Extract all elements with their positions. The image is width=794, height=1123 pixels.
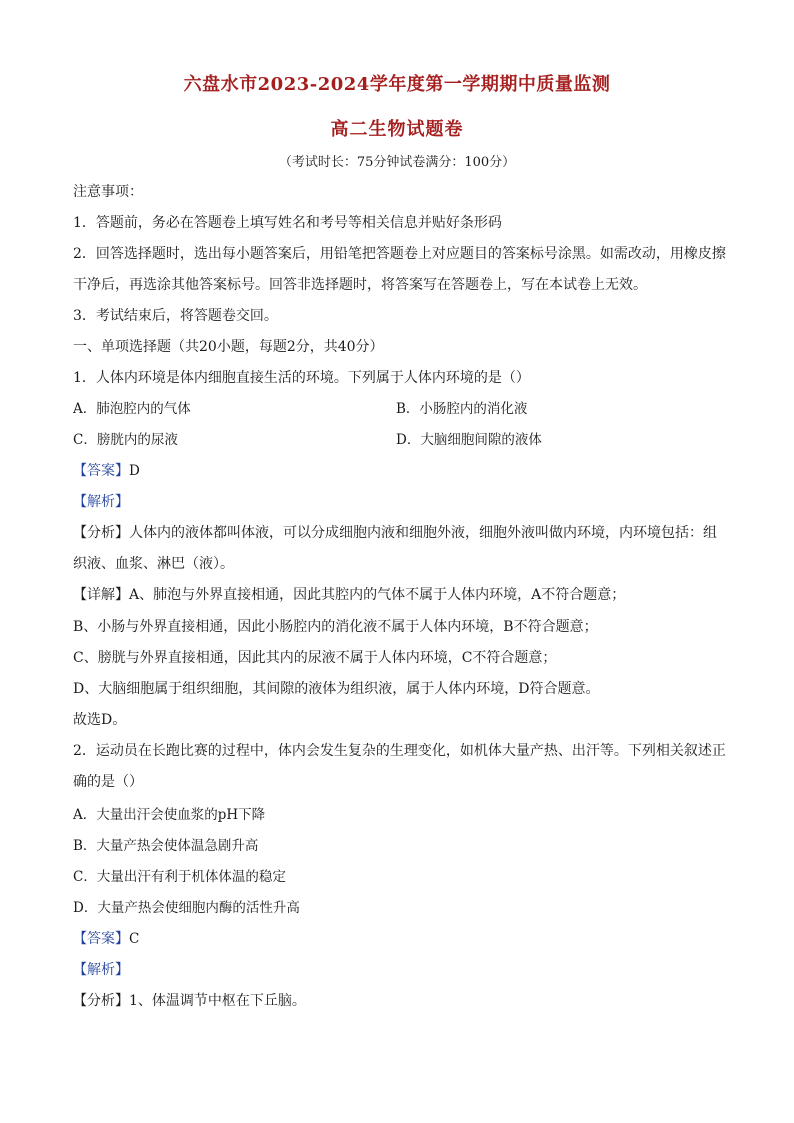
q1-option-a: A．肺泡腔内的气体 xyxy=(73,401,191,417)
note-item-3: 3．考试结束后，将答题卷交回。 xyxy=(73,308,278,324)
q1-fenxi-row xyxy=(73,523,717,543)
q1-explain-d: D、大脑细胞属于组织细胞，其间隙的液体为组织液，属于人体内环境，D符合题意。 xyxy=(73,681,600,697)
q1-explain-b: B、小肠与外界直接相通，因此小肠腔内的消化液不属于人体内环境，B不符合题意； xyxy=(73,619,598,635)
q1-xiangjie-row xyxy=(73,585,625,605)
note-item-1: 1．答题前，务必在答题卷上填写姓名和考号等相关信息并贴好条形码 xyxy=(73,215,502,231)
exam-info: （考试时长：75分钟试卷满分：100分） xyxy=(278,155,516,170)
q1-answer-value: D xyxy=(129,463,140,479)
q2-analysis-tag: 【解析】 xyxy=(73,962,129,978)
q1-analysis-tag: 【解析】 xyxy=(73,494,129,510)
q1-xiangjie-tag: 【详解】 xyxy=(73,587,129,603)
exam-subtitle: 高二生物试题卷 xyxy=(330,119,464,140)
notes-heading: 注意事项： xyxy=(73,184,143,200)
q1-fenxi-text-2: 织液、血浆、淋巴（液）。 xyxy=(73,556,234,572)
q1-option-b: B．小肠腔内的消化液 xyxy=(396,401,528,417)
q1-option-c: C．膀胱内的尿液 xyxy=(73,432,178,448)
note-item-2-line-1: 2．回答选择题时，选出每小题答案后，用铅笔把答题卷上对应题目的答案标号涂黑。如需改动，用橡皮擦 xyxy=(73,246,726,262)
q2-answer-value: C xyxy=(129,931,140,947)
q2-analysis-row xyxy=(73,960,129,980)
q2-fenxi-tag: 【分析】 xyxy=(73,993,129,1009)
q2-fenxi-text-1: 1、体温调节中枢在下丘脑。 xyxy=(129,993,306,1009)
section-heading: 一、单项选择题（共20小题，每题2分，共40分） xyxy=(73,339,384,355)
q1-answer-tag: 【答案】 xyxy=(73,463,129,479)
q1-stem: 1．人体内环境是体内细胞直接生活的环境。下列属于人体内环境的是（） xyxy=(73,370,530,386)
q2-option-d: D．大量产热会使细胞内酶的活性升高 xyxy=(73,900,300,916)
q1-conclusion: 故选D。 xyxy=(73,712,127,728)
note-item-2-line-2: 干净后，再选涂其他答案标号。回答非选择题时，将答案写在答题卷上，写在本试卷上无效。 xyxy=(73,277,647,293)
q2-option-b: B．大量产热会使体温急剧升高 xyxy=(73,838,259,854)
q1-fenxi-text-1: 人体内的液体都叫体液，可以分成细胞内液和细胞外液，细胞外液叫做内环境，内环境包括：组 xyxy=(129,525,717,541)
q1-analysis-row xyxy=(73,492,129,512)
q2-answer-tag: 【答案】 xyxy=(73,931,129,947)
q2-stem-line-2: 确的是（） xyxy=(73,774,143,790)
q2-fenxi-row xyxy=(73,991,306,1011)
q2-option-c: C．大量出汗有利于机体体温的稳定 xyxy=(73,869,286,885)
q2-answer-row xyxy=(73,929,139,949)
q1-explain-c: C、膀胱与外界直接相通，因此其内的尿液不属于人体内环境，C不符合题意； xyxy=(73,650,557,666)
q1-answer-row xyxy=(73,461,140,481)
exam-title: 六盘水市2023-2024学年度第一学期期中质量监测 xyxy=(183,74,611,95)
q2-option-a: A．大量出汗会使血浆的pH下降 xyxy=(73,807,266,823)
q2-stem-line-1: 2．运动员在长跑比赛的过程中，体内会发生复杂的生理变化，如机体大量产热、出汗等。下列相关叙述正 xyxy=(73,743,726,759)
q1-option-d: D．大脑细胞间隙的液体 xyxy=(396,432,542,448)
q1-fenxi-tag: 【分析】 xyxy=(73,525,129,541)
q1-xiangjie-a: A、肺泡与外界直接相通，因此其腔内的气体不属于人体内环境，A不符合题意； xyxy=(129,587,626,603)
